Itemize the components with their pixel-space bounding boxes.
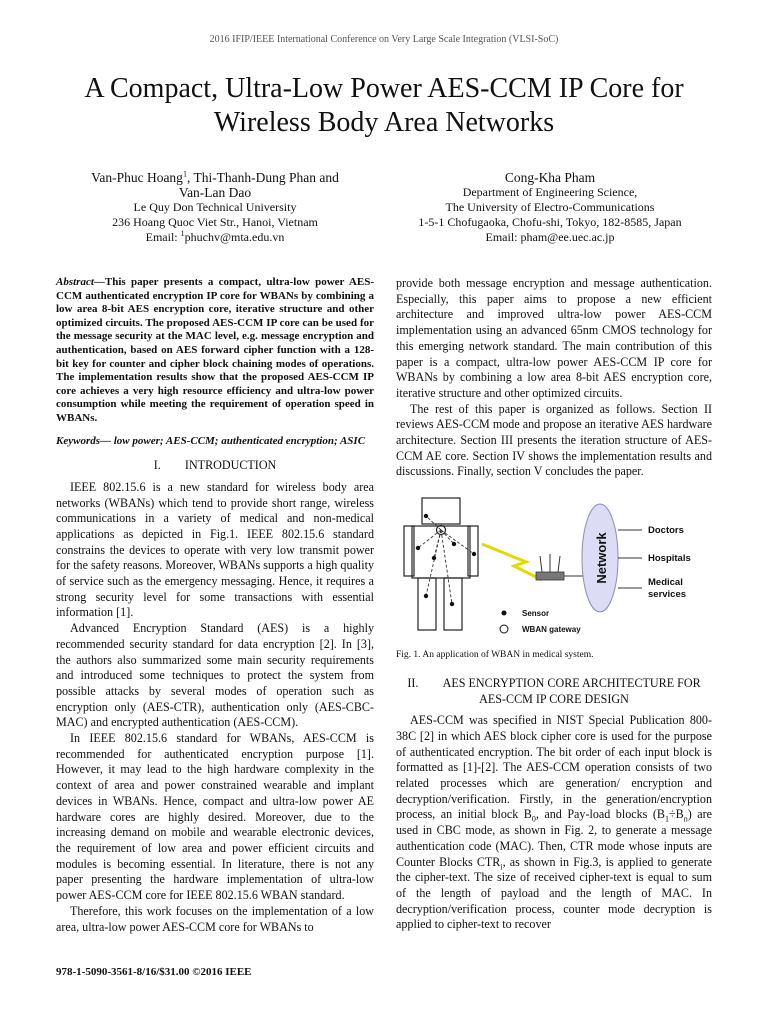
author-email: Email: $^1$phuchv@mta.edu.vn <box>145 229 285 244</box>
paragraph: Advanced Encryption Standard (AES) is a highly recommended security standard for data encryption [2]. In [3], the authors also summarized some main security requirements and introduced some techniques to protect the system from possible attacks by several modes of operation such as encryption only (AES-CTR), authentication only (AES-CBC-MAC) and encrypted authentication (AES-CCM). <box>56 621 374 730</box>
section-2-heading: II. AES ENCRYPTION CORE ARCHITECTURE FOR AES-CCM IP CORE DESIGN <box>407 675 701 706</box>
doctors-label: Doctors <box>648 525 684 537</box>
torso-shape <box>412 526 470 578</box>
gateway-legend-label: WBAN gateway <box>522 625 581 635</box>
address: 1-5-1 Chofugaoka, Chofu-shi, Tokyo, 182-8585, Japan <box>418 215 682 229</box>
gateway-legend-icon <box>500 625 508 633</box>
left-leg-shape <box>418 578 436 630</box>
title-line-2: Wireless Body Area Networks <box>213 107 555 138</box>
affiliation: Le Quy Don Technical University <box>133 200 297 214</box>
author-name: Cong-Kha Pham <box>504 170 596 185</box>
author-names: Van-Phuc Hoang$^1$, Thi-Thanh-Dung Phan and <box>91 169 339 185</box>
university: The University of Electro-Communications <box>445 200 655 214</box>
abstract: Abstract—This paper presents a compact, ultra-low power AES-CCM authenticated encryption IP core for WBANs by combining a low area 8-bit AES encryption core, iterative structure and other optimized circuits. The proposed AES-CCM IP core can be used for the message security at the MAC level, e.g. message encryption and authentication, based on AES forward cipher function with a 128-bit key for counter and cipher block chaining modes of operations. The implementation results show that the proposed AES-CCM IP core achieves a very high resource efficiency and ultra-low power consumption while meeting the requirement of operation speed in WBANs. <box>56 276 374 424</box>
medical-label: Medical <box>648 577 683 589</box>
paragraph: IEEE 802.15.6 is a new standard for wireless body area networks (WBANs) which tend to provide short range, wireless communications in a variety of medical and non-medical applications as depicted in Fig.1. IEEE 802.15.6 standard constrains the devices to operate with very low transmit power for the safety reasons. Moreover, WBANs supports a high quality of service such as the emergency messaging. Hence, it requires a strong security level for some transactions with essential information [1]. <box>56 479 374 620</box>
wban-diagram <box>396 496 712 646</box>
conference-header: 2016 IFIP/IEEE International Conference on Very Large Scale Integration (VLSI-SoC) <box>209 34 559 45</box>
paragraph: Therefore, this work focuses on the implementation of a low area, ultra-low power AES-CCM core for WBANs to <box>56 903 374 934</box>
figure-1 <box>396 496 712 646</box>
author-names-line2: Van-Lan Dao <box>178 185 252 200</box>
department: Department of Engineering Science, <box>462 185 638 199</box>
section-1-heading: I. INTRODUCTION <box>153 458 277 473</box>
paper-title <box>30 72 738 140</box>
figure-1-caption: Fig. 1. An application of WBAN in medical system. <box>396 650 594 661</box>
paragraph: The rest of this paper is organized as follows. Section II reviews AES-CCM mode and propose an iterative AES hardware architecture. Section III presents the iteration structure of AES-CCM AE core. Section IV shows the implementation results and discussions. Finally, section V concludes the paper. <box>396 401 712 479</box>
paragraph: provide both message encryption and message authentication. Especially, this paper aims to propose a new efficient architecture and improved ultra-low power AES-CCM implementation using an advanced 65nm CMOS technology for this emerging network standard. The main contribution of this paper is a compact, ultra-low power AES-CCM IP core for WBANs by combining a low area 8-bit AES encryption core, iterative structure and other optimized circuits. <box>396 276 712 400</box>
copyright-footer: 978-1-5090-3561-8/16/$31.00 ©2016 IEEE <box>56 966 252 978</box>
authors-left <box>60 170 370 245</box>
author-email: Email: pham@ee.uec.ac.jp <box>485 230 615 244</box>
router-icon <box>536 554 564 580</box>
wireless-link-icon <box>482 544 542 580</box>
keywords: Keywords— low power; AES-CCM; authenticated encryption; ASIC <box>56 434 366 447</box>
sensor-dots <box>416 514 476 606</box>
sensor-legend-label: Sensor <box>522 609 550 619</box>
authors-right <box>380 170 720 245</box>
paragraph: AES-CCM was specified in NIST Special Publication 800-38C [2] in which AES block cipher core is used for the purpose of authenticated encryption. The bit order of each input block is formatted as [1]-[2]. The AES-CCM operation consists of two related processes which are generation/ encryption and decryption/verification. Firstly, in the generation/encryption process, an initial block $B_0$, and Pay-load blocks $(B_1\div B_n)$ are used in CBC mode, as shown in Fig. 2, to generate a message authentication code (MAC). Then, CTR mode whose inputs are Counter Blocks $CTR_i$, as shown in Fig.3, is applied to generate the cipher-text. The size of received cipher-text is equal to sum of the length of payload and the length of MAC. In decryption/verification process, counter mode decryption is applied to cipher-text to recover <box>396 713 713 932</box>
head-shape <box>422 498 460 524</box>
network-label: Network <box>594 532 609 584</box>
paragraph: In IEEE 802.15.6 standard for WBANs, AES-CCM is recommended for authenticated encryption purpose [1]. However, it may lead to the high hardware complexity in the context of area and power constrained wearable and implant devices in WBANs. Hence, compact and ultra-low power AE hardware cores are highly desired. Moreover, due to the increasing demand on mobile and wearable electronic devices, the requirement of low area and power efficient circuits and modules is becoming essential. In literature, there is not any paper presenting the hardware implementation of ultra-low power AES-CCM core for IEEE 802.15.6 WBAN standard. <box>56 731 374 903</box>
network-branches <box>618 530 642 588</box>
left-column <box>56 276 374 935</box>
right-column <box>396 276 712 933</box>
address: 236 Hoang Quoc Viet Str., Hanoi, Vietnam <box>112 215 318 229</box>
title-line-1: A Compact, Ultra-Low Power AES-CCM IP Core for <box>84 73 684 104</box>
hospitals-label: Hospitals <box>648 553 691 565</box>
body-figure <box>404 498 478 630</box>
sensor-legend-dot <box>502 611 507 616</box>
services-label: services <box>648 589 687 601</box>
